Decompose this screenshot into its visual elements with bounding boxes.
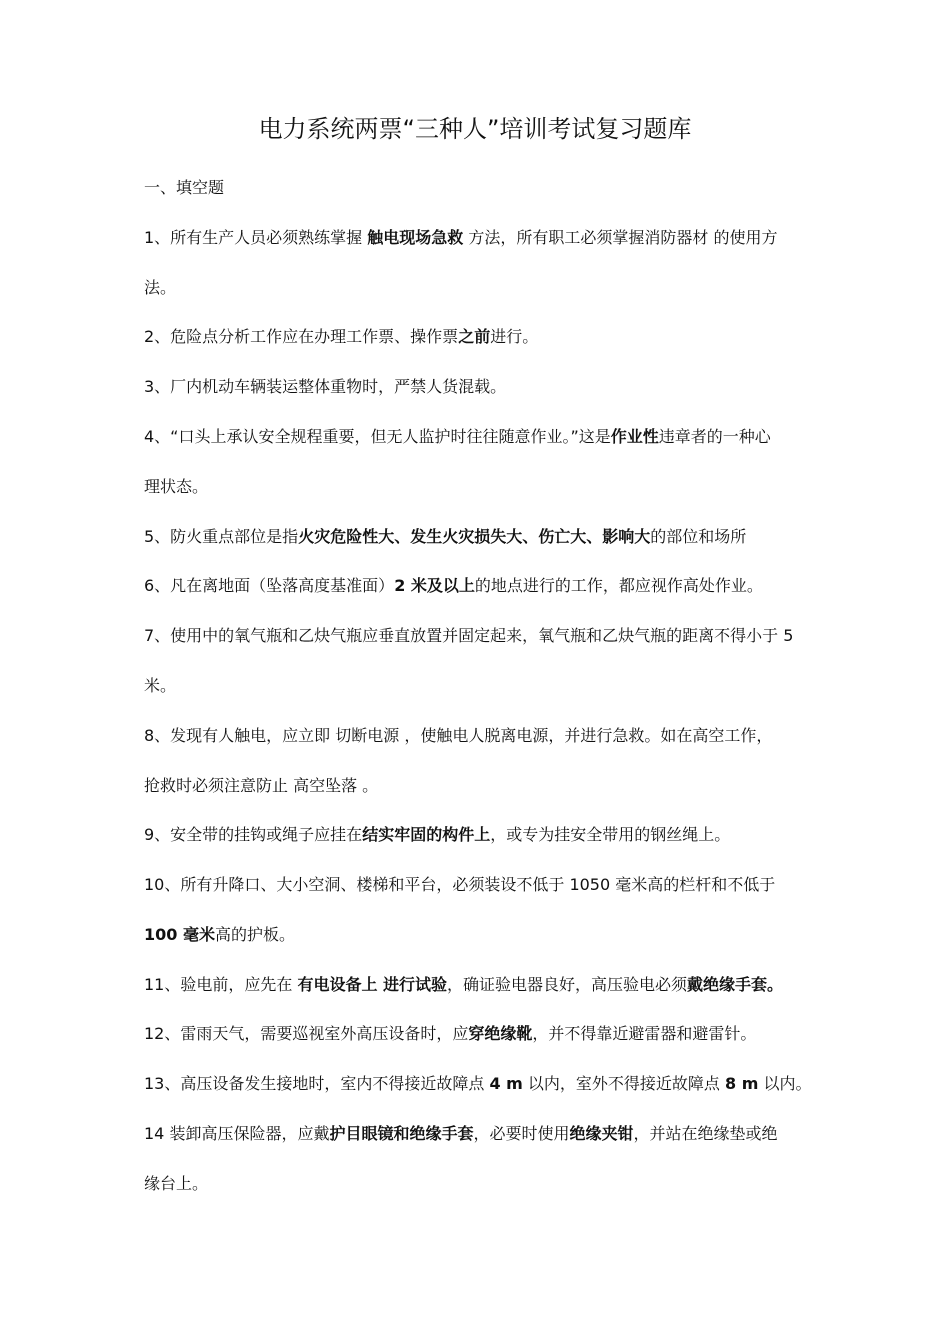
question-5: 5、防火重点部位是指火灾危险性大、发生火灾损失大、伤亡大、影响大的部位和场所 xyxy=(144,527,747,546)
question-10-cont: 100 毫米高的护板。 xyxy=(144,925,295,944)
question-2: 2、危险点分析工作应在办理工作票、操作票之前进行。 xyxy=(144,327,539,346)
question-4: 4、“口头上承认安全规程重要，但无人监护时往往随意作业。”这是作业性违章者的一种心 xyxy=(144,427,771,446)
question-14-cont: 缘台上。 xyxy=(144,1174,209,1193)
section-heading: 一、填空题 xyxy=(144,178,225,197)
question-3: 3、厂内机动车辆装运整体重物时，严禁人货混载。 xyxy=(144,377,507,396)
question-10: 10、所有升降口、大小空洞、楼梯和平台，必须装设不低于 1050 毫米高的栏杆和不低于 xyxy=(144,875,776,894)
question-12: 12、雷雨天气，需要巡视室外高压设备时，应穿绝缘靴，并不得靠近避雷器和避雷针。 xyxy=(144,1024,757,1043)
document-title: 电力系统两票“三种人”培训考试复习题库 xyxy=(258,115,692,143)
question-1-cont: 法。 xyxy=(144,278,177,297)
question-7: 7、使用中的氧气瓶和乙炔气瓶应垂直放置并固定起来，氧气瓶和乙炔气瓶的距离不得小于 5 xyxy=(144,626,794,645)
question-8-cont: 抢救时必须注意防止 高空坠落 。 xyxy=(144,776,379,795)
question-11: 11、验电前，应先在 有电设备上 进行试验，确证验电器良好，高压验电必须戴绝缘手套。 xyxy=(144,975,784,994)
question-9: 9、安全带的挂钩或绳子应挂在结实牢固的构件上，或专为挂安全带用的钢丝绳上。 xyxy=(144,825,731,844)
question-8: 8、发现有人触电，应立即 切断电源 ，使触电人脱离电源，并进行急救。如在高空工作， xyxy=(144,726,773,745)
question-6: 6、凡在离地面（坠落高度基准面）2 米及以上的地点进行的工作，都应视作高处作业。 xyxy=(144,576,763,595)
question-7-cont: 米。 xyxy=(144,676,177,695)
question-14: 14 装卸高压保险器，应戴护目眼镜和绝缘手套，必要时使用绝缘夹钳，并站在绝缘垫或绝 xyxy=(144,1124,778,1143)
question-1: 1、所有生产人员必须熟练掌握 触电现场急救 方法，所有职工必须掌握消防器材 的使用方 xyxy=(144,228,778,247)
question-13: 13、高压设备发生接地时，室内不得接近故障点 4 m 以内，室外不得接近故障点 8 m 以内。 xyxy=(144,1074,812,1093)
question-4-cont: 理状态。 xyxy=(144,477,209,496)
